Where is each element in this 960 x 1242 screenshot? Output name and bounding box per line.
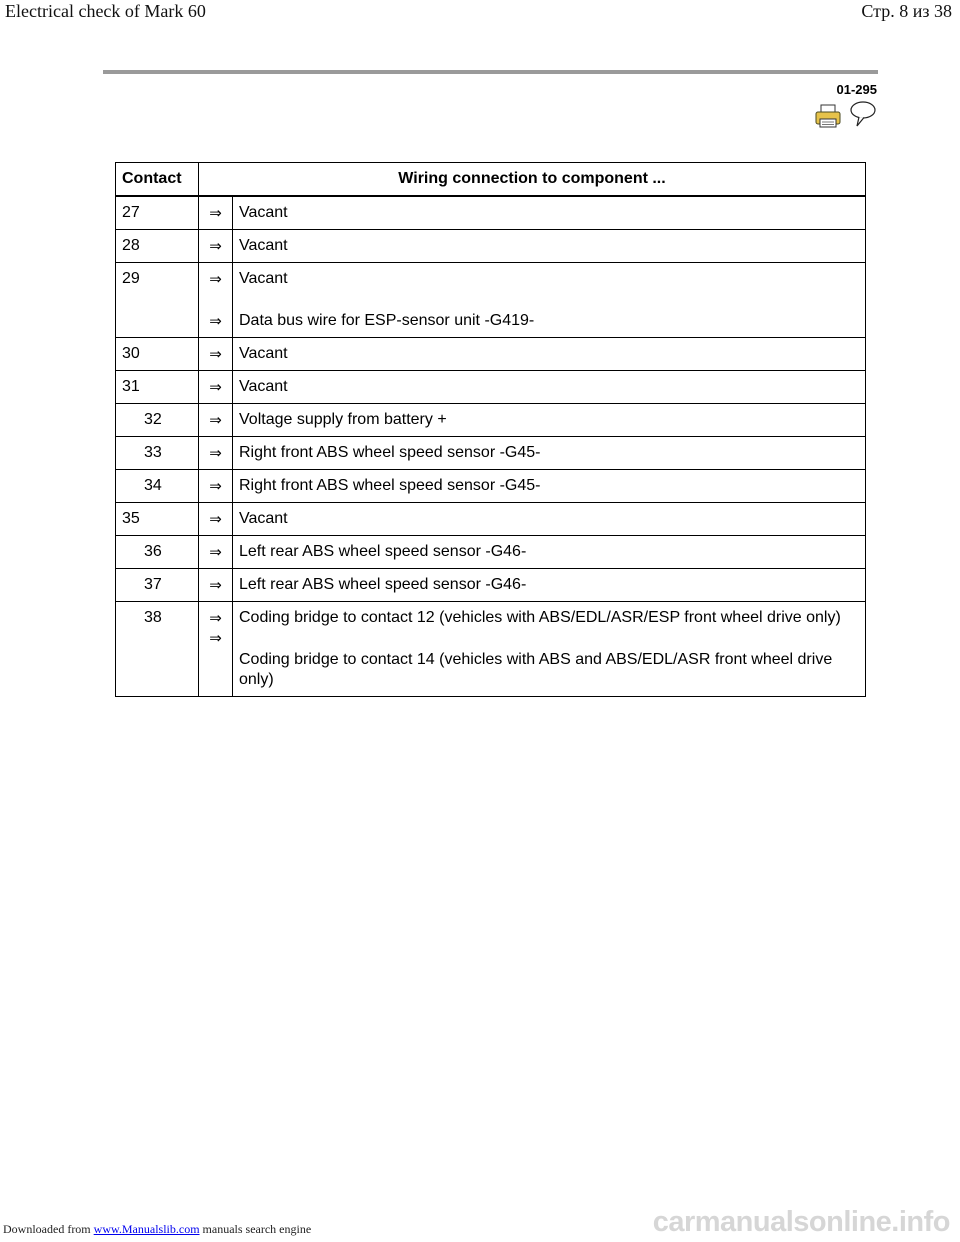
wiring-line: Vacant (239, 345, 288, 362)
table-row (116, 338, 866, 371)
arrow-icon: ⇒ (209, 204, 222, 222)
wiring-line: Voltage supply from battery + (239, 411, 447, 428)
arrow-cell (199, 263, 233, 338)
arrow-icon: ⇒ (209, 444, 222, 462)
wiring-line: Right front ABS wheel speed sensor -G45- (239, 477, 541, 494)
wiring-description (233, 437, 866, 470)
printer-icon[interactable] (815, 104, 841, 128)
arrow-icon: ⇒ (209, 312, 222, 330)
contact-number: 38 (116, 602, 199, 697)
arrow-cell (199, 503, 233, 536)
document-code: 01-295 (836, 82, 877, 97)
contact-number: 31 (116, 371, 199, 404)
arrow-cell (199, 569, 233, 602)
arrow-cell (199, 338, 233, 371)
arrow-cell (199, 536, 233, 569)
wiring-description (233, 602, 866, 697)
footer-prefix: Downloaded from (3, 1222, 94, 1236)
contact-number: 27 (116, 196, 199, 230)
contact-number: 33 (116, 437, 199, 470)
footer-suffix: manuals search engine (199, 1222, 312, 1236)
table-row (116, 437, 866, 470)
footer-source (3, 1222, 311, 1237)
wiring-line: Vacant (239, 237, 288, 254)
wiring-line: Coding bridge to contact 12 (vehicles with ABS/EDL/ASR/ESP front wheel drive only) (239, 609, 841, 626)
contact-number: 28 (116, 230, 199, 263)
arrow-icon: ⇒ (209, 629, 222, 647)
contact-number: 34 (116, 470, 199, 503)
wiring-line: Coding bridge to contact 14 (vehicles with ABS and ABS/EDL/ASR front wheel drive only) (239, 651, 833, 688)
contact-number: 36 (116, 536, 199, 569)
wiring-line: Vacant (239, 378, 288, 395)
wiring-description (233, 569, 866, 602)
arrow-icon: ⇒ (209, 345, 222, 363)
table-row (116, 470, 866, 503)
arrow-cell (199, 602, 233, 697)
wiring-description (233, 263, 866, 338)
page-indicator: Стр. 8 из 38 (861, 1, 952, 21)
wiring-line: Left rear ABS wheel speed sensor -G46- (239, 543, 527, 560)
arrow-cell (199, 196, 233, 230)
wiring-line: Vacant (239, 510, 288, 527)
top-divider (103, 70, 878, 74)
arrow-cell (199, 470, 233, 503)
table-row (116, 230, 866, 263)
header-wiring: Wiring connection to component ... (199, 163, 866, 197)
arrow-cell (199, 404, 233, 437)
wiring-line: Left rear ABS wheel speed sensor -G46- (239, 576, 527, 593)
wiring-description (233, 470, 866, 503)
arrow-icon: ⇒ (209, 270, 222, 288)
table-row (116, 263, 866, 338)
speech-bubble-icon[interactable] (849, 100, 877, 128)
watermark: carmanualsonline.info (652, 1206, 950, 1238)
arrow-icon: ⇒ (209, 378, 222, 396)
arrow-cell (199, 230, 233, 263)
table-header-row (116, 163, 866, 197)
wiring-line: Vacant (239, 270, 288, 287)
arrow-icon: ⇒ (209, 477, 222, 495)
arrow-cell (199, 371, 233, 404)
wiring-line: Vacant (239, 204, 288, 221)
table-row (116, 371, 866, 404)
contact-number: 29 (116, 263, 199, 338)
table-row (116, 536, 866, 569)
table-row (116, 569, 866, 602)
contact-number: 32 (116, 404, 199, 437)
wiring-description (233, 404, 866, 437)
wiring-description (233, 503, 866, 536)
arrow-cell (199, 437, 233, 470)
arrow-icon: ⇒ (209, 576, 222, 594)
table-row (116, 503, 866, 536)
manualslib-link[interactable]: www.Manualslib.com (93, 1222, 200, 1236)
wiring-line: Data bus wire for ESP-sensor unit -G419- (239, 312, 535, 329)
table-row (116, 404, 866, 437)
arrow-icon: ⇒ (209, 609, 222, 627)
arrow-icon: ⇒ (209, 237, 222, 255)
wiring-description (233, 371, 866, 404)
arrow-icon: ⇒ (209, 543, 222, 561)
wiring-description (233, 536, 866, 569)
contact-number: 37 (116, 569, 199, 602)
wiring-description (233, 230, 866, 263)
wiring-description (233, 196, 866, 230)
arrow-icon: ⇒ (209, 510, 222, 528)
contact-table (115, 162, 866, 697)
table-row (116, 602, 866, 697)
contact-number: 35 (116, 503, 199, 536)
header-contact: Contact (116, 163, 199, 197)
arrow-icon: ⇒ (209, 411, 222, 429)
contact-number: 30 (116, 338, 199, 371)
wiring-line: Right front ABS wheel speed sensor -G45- (239, 444, 541, 461)
table-row (116, 196, 866, 230)
wiring-description (233, 338, 866, 371)
document-title: Electrical check of Mark 60 (5, 1, 206, 21)
